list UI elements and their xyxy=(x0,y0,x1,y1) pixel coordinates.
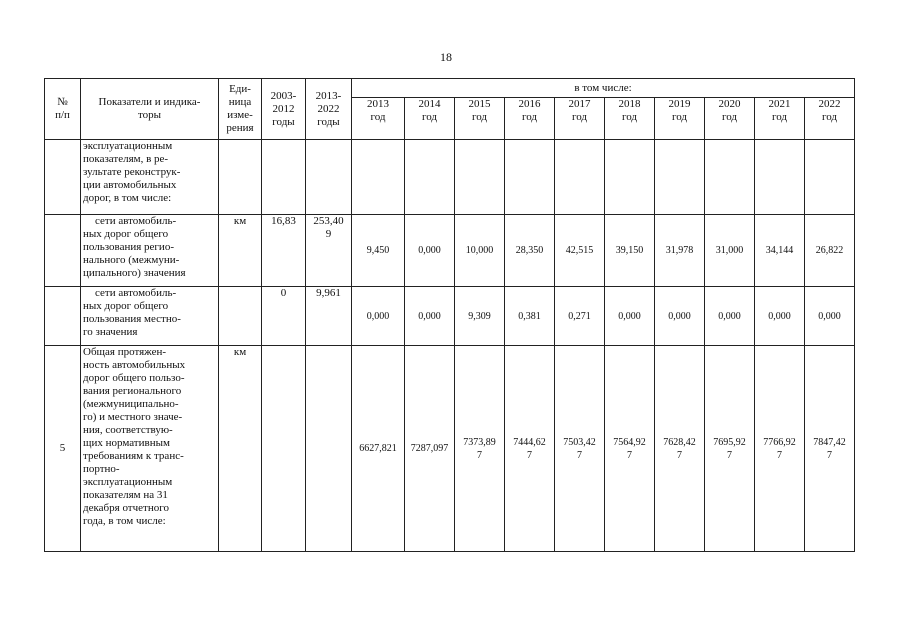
row-unit: км xyxy=(219,215,262,287)
row-value-2016: 28,350 xyxy=(505,215,555,287)
row-period-2003-2012 xyxy=(262,140,306,215)
row-value-2018: 7564,92 7 xyxy=(605,346,655,552)
row-value-2018 xyxy=(605,140,655,215)
header-row-1 xyxy=(45,79,855,98)
row-value-2014: 7287,097 xyxy=(405,346,455,552)
header-year-6: 2019 год xyxy=(655,98,705,140)
row-indicator: эксплуатационным показателям, в ре- зультате реконструк- ции автомобильных дорог, в том числе: xyxy=(81,140,219,215)
header-unit: Еди- ница изме- рения xyxy=(219,79,262,140)
header-year-7: 2020 год xyxy=(705,98,755,140)
row-period-2013-2022: 9,961 xyxy=(306,287,352,346)
header-year-0: 2013 год xyxy=(352,98,405,140)
row-value-2017: 42,515 xyxy=(555,215,605,287)
table-row xyxy=(45,287,855,346)
header-year-5: 2018 год xyxy=(605,98,655,140)
page-number: 18 xyxy=(440,50,452,64)
row-unit xyxy=(219,140,262,215)
header-num: № п/п xyxy=(45,79,81,140)
row-value-2014: 0,000 xyxy=(405,287,455,346)
table-row xyxy=(45,346,855,552)
row-number xyxy=(45,215,81,287)
row-value-2018: 0,000 xyxy=(605,287,655,346)
row-number xyxy=(45,287,81,346)
row-value-2015: 9,309 xyxy=(455,287,505,346)
row-value-2021 xyxy=(755,140,805,215)
row-value-2019: 7628,42 7 xyxy=(655,346,705,552)
table-row xyxy=(45,215,855,287)
row-period-2003-2012 xyxy=(262,346,306,552)
row-period-2003-2012: 16,83 xyxy=(262,215,306,287)
row-value-2021: 0,000 xyxy=(755,287,805,346)
row-value-2022 xyxy=(805,140,855,215)
header-year-1: 2014 год xyxy=(405,98,455,140)
header-period-2013-2022: 2013- 2022 годы xyxy=(306,79,352,140)
row-value-2019 xyxy=(655,140,705,215)
row-period-2013-2022 xyxy=(306,346,352,552)
row-value-2022: 0,000 xyxy=(805,287,855,346)
header-year-8: 2021 год xyxy=(755,98,805,140)
row-value-2013 xyxy=(352,140,405,215)
row-value-2020: 31,000 xyxy=(705,215,755,287)
row-value-2015 xyxy=(455,140,505,215)
table-row xyxy=(45,140,855,215)
row-period-2013-2022 xyxy=(306,140,352,215)
row-value-2020: 0,000 xyxy=(705,287,755,346)
row-value-2017 xyxy=(555,140,605,215)
table-body xyxy=(45,79,855,552)
header-indicator: Показатели и индика- торы xyxy=(81,79,219,140)
header-year-2: 2015 год xyxy=(455,98,505,140)
row-indicator: сети автомобиль- ных дорог общего пользования местно- го значения xyxy=(81,287,219,346)
row-value-2013: 0,000 xyxy=(352,287,405,346)
row-indicator: Общая протяжен- ность автомобильных дорог общего пользо- вания регионального (межмуниципально- го) и местного значе- ния, соответствую- щих нормативным требованиям к транс- портно- эксплуатационным показателям на 31 декабря отчетного года, в том числе: xyxy=(81,346,219,552)
row-value-2022: 7847,42 7 xyxy=(805,346,855,552)
header-year-9: 2022 год xyxy=(805,98,855,140)
row-value-2022: 26,822 xyxy=(805,215,855,287)
header-period-2003-2012: 2003- 2012 годы xyxy=(262,79,306,140)
row-number xyxy=(45,140,81,215)
row-value-2013: 9,450 xyxy=(352,215,405,287)
row-unit xyxy=(219,287,262,346)
header-year-4: 2017 год xyxy=(555,98,605,140)
row-value-2020 xyxy=(705,140,755,215)
header-year-3: 2016 год xyxy=(505,98,555,140)
row-period-2013-2022: 253,40 9 xyxy=(306,215,352,287)
row-value-2020: 7695,92 7 xyxy=(705,346,755,552)
row-unit: км xyxy=(219,346,262,552)
row-value-2021: 7766,92 7 xyxy=(755,346,805,552)
row-value-2021: 34,144 xyxy=(755,215,805,287)
row-value-2019: 31,978 xyxy=(655,215,705,287)
row-number: 5 xyxy=(45,346,81,552)
row-indicator: сети автомобиль- ных дорог общего пользования регио- нального (межмуни- ципального) значения xyxy=(81,215,219,287)
row-value-2017: 7503,42 7 xyxy=(555,346,605,552)
row-value-2016: 7444,62 7 xyxy=(505,346,555,552)
row-value-2015: 7373,89 7 xyxy=(455,346,505,552)
row-period-2003-2012: 0 xyxy=(262,287,306,346)
row-value-2017: 0,271 xyxy=(555,287,605,346)
row-value-2016: 0,381 xyxy=(505,287,555,346)
row-value-2015: 10,000 xyxy=(455,215,505,287)
header-including: в том числе: xyxy=(352,79,855,98)
row-value-2013: 6627,821 xyxy=(352,346,405,552)
row-value-2014 xyxy=(405,140,455,215)
row-value-2016 xyxy=(505,140,555,215)
row-value-2014: 0,000 xyxy=(405,215,455,287)
row-value-2018: 39,150 xyxy=(605,215,655,287)
row-value-2019: 0,000 xyxy=(655,287,705,346)
indicator-table xyxy=(44,78,855,552)
